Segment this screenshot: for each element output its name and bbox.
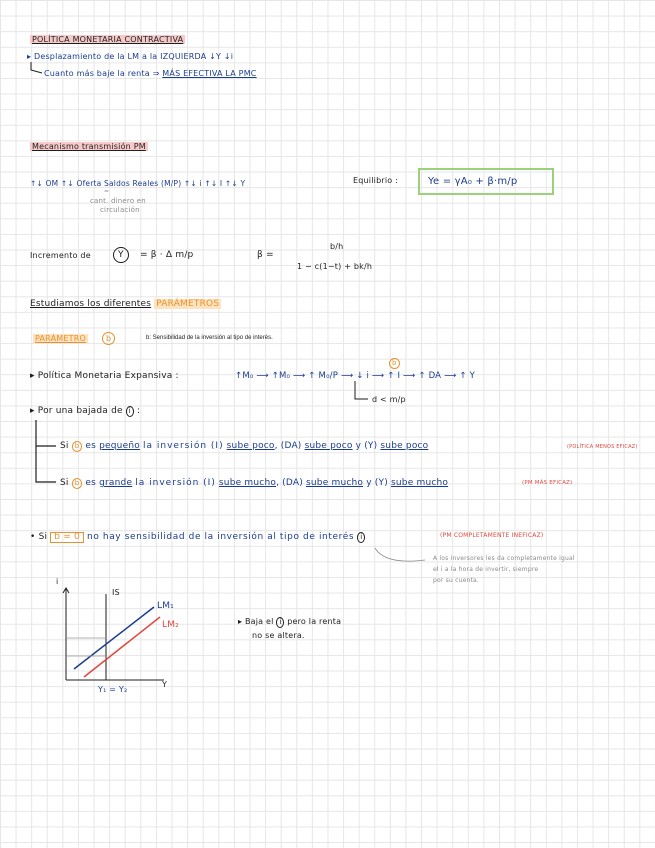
case-small: Si b es pequeño la inversión (I) sube poco, (DA) sube poco y (Y) sube poco (60, 441, 429, 451)
graph-axis-y: Y (162, 680, 168, 689)
parametro-desc: b: Sensibilidad de la inversión al tipo de interés. (146, 335, 273, 341)
pme-sub: d < m/p (372, 395, 406, 404)
equilibrio-formula: Ye = γA₀ + β·m/p (418, 168, 554, 195)
contractiva-line-1: ▸ Desplazamiento de la LM a la IZQUIERDA ↓Y ↓i (27, 52, 234, 61)
section-title-contractiva: POLÍTICA MONETARIA CONTRACTIVA (32, 35, 184, 44)
case-small-note: (POLÍTICA MENOS EFICAZ) (567, 444, 638, 450)
hook-arrow (31, 62, 42, 73)
pme-b: b (389, 358, 400, 369)
bajada-label: ▸ Por una bajada de i : (30, 406, 141, 416)
note-circulacion: circulación (100, 206, 140, 214)
contractiva-line-2: Cuanto más baje la renta ⇒ MÁS EFECTIVA LA PMC (44, 69, 257, 78)
incremento-var: Y (113, 247, 129, 263)
beta-numerator: b/h (330, 242, 344, 251)
graph-lm2-line (84, 617, 160, 677)
b-zero-line: • Si b = 0 no hay sensibilidad de la inversión al tipo de interés i (30, 532, 365, 543)
pme-label: ▸ Política Monetaria Expansiva : (30, 371, 179, 381)
b-zero-note: (PM COMPLETAMENTE INEFICAZ) (440, 532, 544, 539)
parametros-title: Estudiamos los diferentes PARÁMETROS (30, 299, 220, 309)
equilibrio-label: Equilibrio : (353, 176, 398, 185)
beta-denominator: 1 − c(1−t) + bk/h (297, 262, 373, 271)
aside-line-3: por su cuenta. (433, 577, 480, 584)
graph-lm1-label: LM₁ (157, 601, 174, 611)
pme-chain: ↑M₀ ⟶ ↑M₀ ⟶ ↑ M₀/P ⟶ ↓ i ⟶ ↑ I ⟶ ↑ DA ⟶ ↑ Y (235, 371, 475, 381)
aside-line-1: A los inversores les da completamente igual (433, 555, 575, 562)
section-title-mecanismo: Mecanismo transmisión PM (32, 142, 146, 151)
aside-line-2: el i a la hora de invertir, siempre (433, 566, 539, 573)
parametro-var: b (102, 332, 115, 345)
incremento-formula: = β · Δ m/p (140, 250, 194, 260)
graph-axis-i: i (56, 577, 59, 586)
note-cant-dinero: cant. dinero en (90, 197, 146, 205)
graph-side-line-2: no se altera. (252, 631, 305, 640)
case-large-note: (PM MÁS EFICAZ) (522, 480, 573, 486)
mecanismo-chain: ↑↓ OM ↑↓ Oferta Saldos Reales (M/P) ↑↓ i ↑↓ I ↑↓ Y (30, 179, 246, 188)
pme-sub-arrow (355, 381, 368, 399)
incremento-label: Incremento de (30, 251, 91, 260)
aside-connector (375, 548, 425, 561)
case-large: Si b es grande la inversión (I) sube mucho, (DA) sube mucho y (Y) sube mucho (60, 478, 449, 488)
beta-label: β = (257, 250, 274, 260)
parametro-label: PARÁMETRO (35, 334, 86, 343)
graph-lm2-label: LM₂ (162, 620, 179, 630)
branch-line (36, 420, 56, 482)
graph-is-label: IS (112, 588, 120, 597)
graph-side-line-1: ▸ Baja el i pero la renta (238, 617, 342, 626)
note-equal: = (104, 188, 110, 195)
graph-y1y2-label: Y₁ = Y₂ (98, 685, 128, 694)
